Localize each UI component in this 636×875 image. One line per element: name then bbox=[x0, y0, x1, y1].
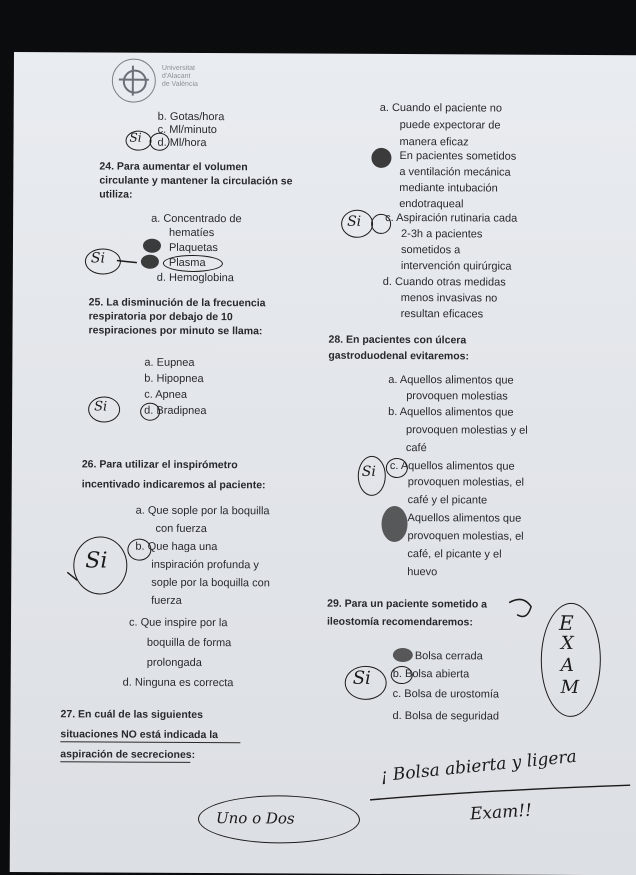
q24-line2: circulante y mantener la circulación se bbox=[99, 174, 293, 188]
q27-option-b-cont1: a ventilación mecánica bbox=[399, 166, 511, 179]
q27-option-d: d. Cuando otras medidas bbox=[382, 275, 506, 289]
q27-option-a-cont1: puede expectorar de bbox=[399, 119, 501, 132]
exam-letter-e: E bbox=[558, 610, 574, 635]
q26-option-b: b. Que haga una bbox=[135, 540, 218, 554]
q29-hook-stroke bbox=[509, 599, 531, 616]
q28-option-a: a. Aquellos alimentos que bbox=[388, 373, 514, 387]
q24-option-d: d. Hemoglobina bbox=[156, 271, 234, 285]
q29-line2: ileostomía recomendaremos: bbox=[326, 615, 473, 629]
q25-option-b: b. Hipopnea bbox=[144, 372, 204, 385]
q24-option-b: Plaquetas bbox=[168, 241, 218, 255]
q26-option-b-cont1: inspiración profunda y bbox=[151, 558, 259, 572]
q26-option-a: a. Que sople por la boquilla bbox=[135, 504, 270, 518]
q27-option-b: En pacientes sometidos bbox=[399, 150, 517, 163]
q28-option-a-cont: provoquen molestias bbox=[406, 390, 508, 403]
q28-option-c-cont2: café y el picante bbox=[407, 494, 488, 507]
q28-si-mark: Si bbox=[361, 463, 376, 480]
logo-caption: Universitat d'Alacant de València bbox=[161, 64, 198, 88]
arrow-stroke bbox=[117, 261, 137, 263]
q26-option-a-cont: con fuerza bbox=[155, 522, 207, 536]
q29-option-c: c. Bolsa de urostomía bbox=[392, 687, 500, 701]
q25-line2: respiratoria por debajo de 10 bbox=[88, 310, 233, 324]
q24-line1: 24. Para aumentar el volumen bbox=[99, 160, 248, 174]
q27-option-a-cont2: manera eficaz bbox=[399, 136, 469, 149]
q25-option-c: c. Apnea bbox=[144, 388, 188, 401]
q29-line1: 29. Para un paciente sometido a bbox=[327, 597, 488, 611]
q28-option-c-cont1: provoquen molestias, el bbox=[407, 476, 524, 489]
q24-si-mark: Si bbox=[90, 250, 106, 267]
q27-option-c: c. Aspiración rutinaria cada bbox=[385, 211, 518, 225]
q23-option-b: b. Gotas/hora bbox=[157, 110, 225, 124]
q29-option-a: Bolsa cerrada bbox=[414, 650, 483, 663]
q28-option-d-cont1: provoquen molestias, el bbox=[407, 530, 524, 543]
q28-option-d-cont2: café, el picante y el bbox=[407, 548, 502, 561]
q26-option-c-cont2: prolongada bbox=[146, 656, 202, 669]
q26-option-d: d. Ninguna es correcta bbox=[122, 676, 234, 690]
q27-line3: aspiración de secreciones: bbox=[60, 748, 196, 761]
q25-si-mark: Si bbox=[94, 399, 108, 415]
note-underline-stroke bbox=[370, 784, 630, 801]
q26-option-b-cont2: sople por la boquilla con bbox=[151, 576, 270, 590]
q28-option-b: b. Aquellos alimentos que bbox=[388, 405, 514, 419]
exam-letter-m: M bbox=[560, 676, 580, 698]
q27-option-b-cont3: endotraqueal bbox=[399, 198, 464, 211]
q29-si-mark: Si bbox=[352, 667, 371, 689]
q23-si-mark: Si bbox=[129, 130, 142, 145]
exam-letter-a: A bbox=[560, 654, 574, 676]
q28-option-d-cont3: huevo bbox=[407, 566, 438, 579]
q24-option-a: a. Concentrado de bbox=[151, 212, 242, 226]
q24-line3: utiliza: bbox=[99, 188, 133, 201]
q27-option-c-cont3: intervención quirúrgica bbox=[400, 260, 512, 273]
q27-option-a: a. Cuando el paciente no bbox=[379, 101, 503, 115]
q26-option-c: c. Que inspire por la bbox=[128, 616, 228, 630]
exam-letter-x: X bbox=[560, 632, 574, 654]
handwritten-note-line1: ¡ Bolsa abierta y ligera bbox=[379, 746, 578, 787]
q28-option-b-cont1: provoquen molestias y el bbox=[405, 424, 528, 437]
q26-si-mark: Si bbox=[85, 548, 108, 574]
q25-line3: respiraciones por minuto se llama: bbox=[88, 324, 263, 338]
q28-line2: gastroduodenal evitaremos: bbox=[328, 349, 470, 363]
q27-line1: 27. En cuál de las siguientes bbox=[60, 708, 203, 721]
left-tick-stroke bbox=[67, 572, 77, 580]
q27-option-c-cont2: sometidos a bbox=[400, 244, 461, 257]
q27-line2: situaciones NO está indicada la bbox=[60, 728, 219, 742]
q28-option-c: c. Aquellos alimentos que bbox=[389, 459, 515, 473]
q25-option-a: a. Eupnea bbox=[144, 356, 195, 369]
q27-option-d-cont1: menos invasivas no bbox=[400, 292, 498, 305]
handwritten-note-line2: Exam!! bbox=[469, 800, 533, 825]
q29-option-b: b. Bolsa abierta bbox=[392, 667, 470, 681]
q28-option-d: Aquellos alimentos que bbox=[407, 512, 522, 525]
q28-line1: 28. En pacientes con úlcera bbox=[328, 333, 467, 347]
handwriting-strokes bbox=[10, 52, 636, 875]
q27-si-mark: Si bbox=[347, 213, 362, 230]
q25-option-d: d. Bradipnea bbox=[144, 404, 207, 418]
exam-paper bbox=[10, 52, 636, 875]
q28-option-b-cont2: café bbox=[405, 442, 427, 455]
q25-line1: 25. La disminución de la frecuencia bbox=[88, 296, 266, 310]
q26-option-c-cont1: boquilla de forma bbox=[146, 636, 232, 650]
q27-option-c-cont1: 2-3h a pacientes bbox=[401, 228, 483, 241]
q29-option-d: d. Bolsa de seguridad bbox=[392, 709, 499, 723]
q23-option-c: c. Ml/minuto bbox=[157, 123, 217, 137]
q24-option-a-cont: hematíes bbox=[169, 226, 215, 240]
q26-option-b-cont3: fuerza bbox=[151, 594, 182, 607]
q24-option-c: Plasma bbox=[168, 256, 206, 270]
q23-option-d: d. Ml/hora bbox=[157, 136, 207, 150]
q27-option-d-cont2: resultan eficaces bbox=[400, 308, 484, 321]
q26-line2: incentivado indicaremos al paciente: bbox=[81, 478, 266, 492]
bubble-text: Uno o Dos bbox=[215, 809, 295, 828]
q27-option-b-cont2: mediante intubación bbox=[399, 182, 498, 195]
q26-line1: 26. Para utilizar el inspirómetro bbox=[81, 458, 238, 472]
